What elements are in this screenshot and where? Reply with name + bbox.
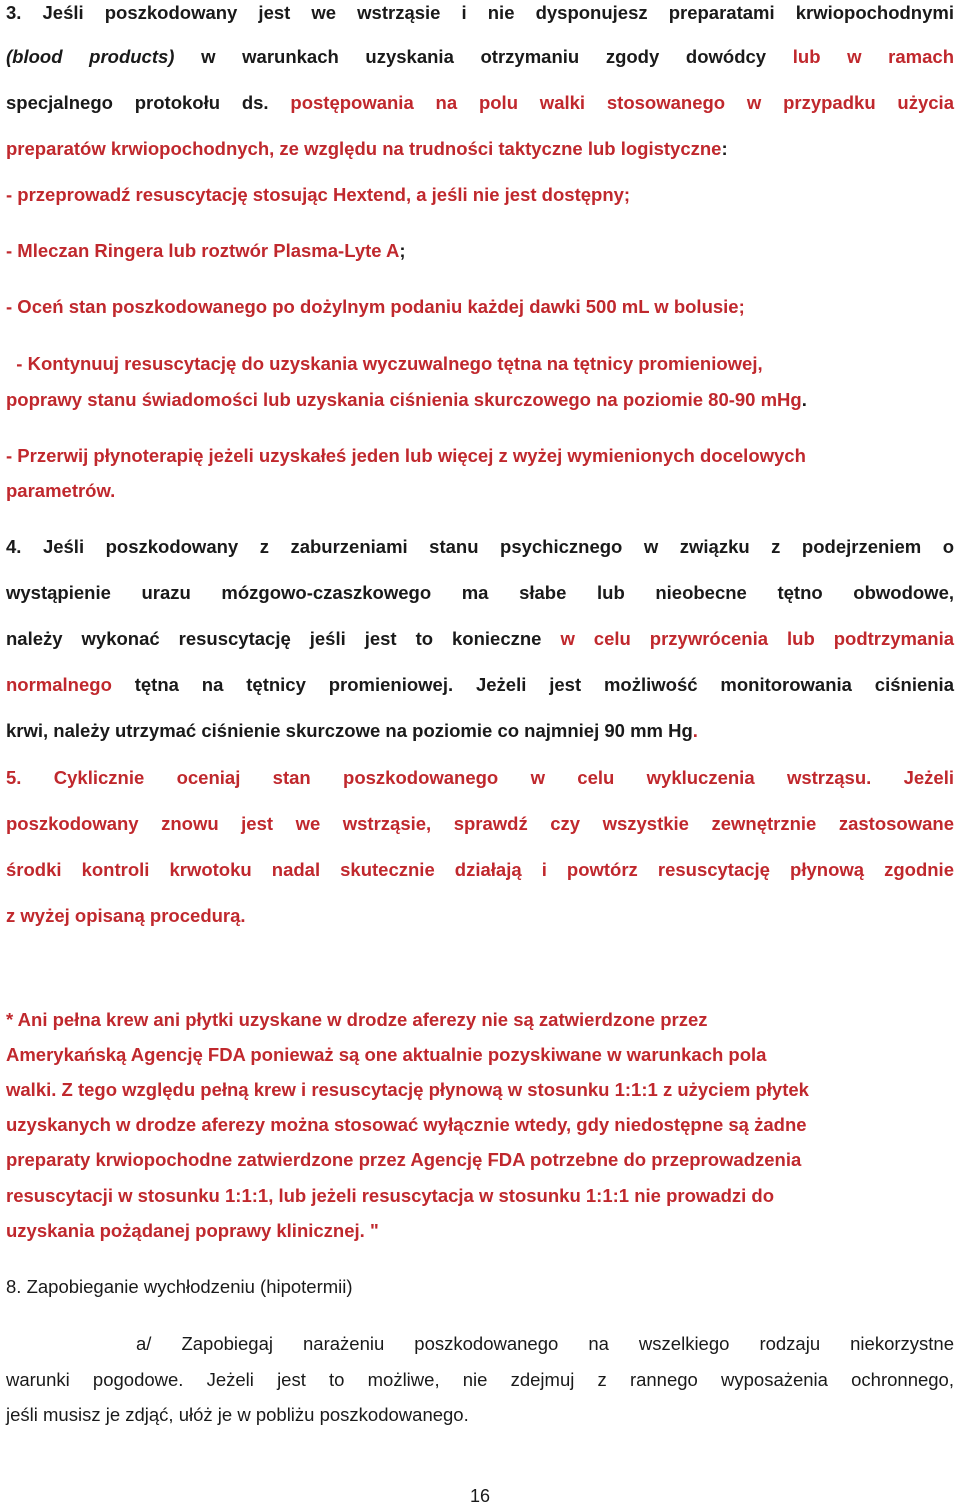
section8-heading: 8. Zapobieganie wychłodzeniu (hipotermii) (6, 1276, 353, 1297)
item5-line3: środki kontroli krwotoku nadal skutecznie działają i powtórz resuscytację płynową zgodnie (6, 859, 954, 880)
item5-line4: z wyżej opisaną procedurą. (6, 905, 246, 926)
item3-line1 (6, 2, 954, 24)
item3-line4-red: preparatów krwiopochodnych, ze względu na trudności taktyczne lub logistyczne (6, 138, 722, 159)
item3-line2-red: lub w ramach (792, 46, 954, 67)
item3-line6-red: - Mleczan Ringera lub roztwór Plasma-Lyte A (6, 240, 400, 261)
item3-line3-red: postępowania na polu walki stosowanego w przypadku użycia (268, 92, 954, 113)
item3-line7: - Oceń stan poszkodowanego po dożylnym podaniu każdej dawki 500 mL w bolusie; (6, 296, 745, 317)
item3-line9-dot: . (801, 389, 807, 410)
item4-line4-dark: tętna na tętnicy promieniowej. Jeżeli jest możliwość monitorowania ciśnienia (111, 674, 954, 695)
item3-line3-dark: specjalnego protokołu ds. (6, 92, 269, 113)
note-line7: uzyskania pożądanej poprawy klinicznej. " (6, 1220, 379, 1241)
item3-line11: parametrów. (6, 480, 116, 501)
item4-line3 (6, 628, 954, 650)
item4-line3-dark: należy wykonać resuscytację jeśli jest to konieczne (6, 628, 561, 649)
item4-line1: 4. Jeśli poszkodowany z zaburzeniami stanu psychicznego w związku z podejrzeniem o (6, 536, 954, 557)
note-line1: * Ani pełna krew ani płytki uzyskane w drodze aferezy nie są zatwierdzone przez (6, 1009, 708, 1030)
note-line6: resuscytacji w stosunku 1:1:1, lub jeżeli resuscytacja w stosunku 1:1:1 nie prowadzi do (6, 1185, 774, 1206)
item4-line5-dot: . (692, 720, 698, 741)
item3-line4-colon: : (721, 138, 728, 159)
note-line2: Amerykańską Agencję FDA ponieważ są one aktualnie pozyskiwane w warunkach pola (6, 1044, 767, 1065)
item3-blood-products: (blood products) (6, 46, 175, 67)
section8-line3: jeśli musisz je zdjąć, ułóż je w pobliżu poszkodowanego. (6, 1404, 469, 1425)
item3-line2 (6, 46, 954, 68)
item3-line10: - Przerwij płynoterapię jeżeli uzyskałeś jeden lub więcej z wyżej wymienionych docelowych (6, 445, 806, 466)
page-number: 16 (469, 1486, 491, 1506)
section8-line1: a/ Zapobiegaj narażeniu poszkodowanego na wszelkiego rodzaju niekorzystne (136, 1333, 954, 1354)
note-line5: preparaty krwiopochodne zatwierdzone przez Agencję FDA potrzebne do przeprowadzenia (6, 1149, 802, 1170)
item3-line6 (6, 240, 954, 262)
item4-line2: wystąpienie urazu mózgowo-czaszkowego ma słabe lub nieobecne tętno obwodowe, (6, 582, 954, 603)
item3-line2-text: w warunkach uzyskania otrzymaniu zgody dowódcy (174, 46, 793, 67)
item3-line9 (6, 389, 954, 411)
item4-line3-red: w celu przywrócenia lub podtrzymania (560, 628, 954, 649)
item4-line4-red: normalnego (6, 674, 112, 695)
item4-line4 (6, 674, 954, 696)
item3-line9-red: poprawy stanu świadomości lub uzyskania ciśnienia skurczowego na poziomie 80-90 mHg (6, 389, 802, 410)
item3-line3 (6, 92, 954, 114)
item4-line5 (6, 720, 954, 742)
section8-line2: warunki pogodowe. Jeżeli jest to możliwe, nie zdejmuj z rannego wyposażenia ochronnego, (6, 1369, 954, 1390)
item3-line8: - Kontynuuj resuscytację do uzyskania wyczuwalnego tętna na tętnicy promieniowej, (6, 353, 763, 374)
item3-line6-semicolon: ; (399, 240, 406, 261)
item4-line5-dark: krwi, należy utrzymać ciśnienie skurczowe na poziomie co najmniej 90 mm Hg (6, 720, 693, 741)
item3-line4 (6, 138, 954, 160)
note-line4: uzyskanych w drodze aferezy można stosować wyłącznie wtedy, gdy niedostępne są żadne (6, 1114, 807, 1135)
item3-line5: - przeprowadź resuscytację stosując Hextend, a jeśli nie jest dostępny; (6, 184, 631, 205)
item5-line1: 5. Cyklicznie oceniaj stan poszkodowanego w celu wykluczenia wstrząsu. Jeżeli (6, 767, 954, 788)
item3-line1-text: 3. Jeśli poszkodowany jest we wstrząsie i nie dysponujesz preparatami krwiopochodnymi (6, 2, 954, 23)
note-line3: walki. Z tego względu pełną krew i resuscytację płynową w stosunku 1:1:1 z użyciem płytek (6, 1079, 809, 1100)
item5-line2: poszkodowany znowu jest we wstrząsie, sprawdź czy wszystkie zewnętrznie zastosowane (6, 813, 954, 834)
